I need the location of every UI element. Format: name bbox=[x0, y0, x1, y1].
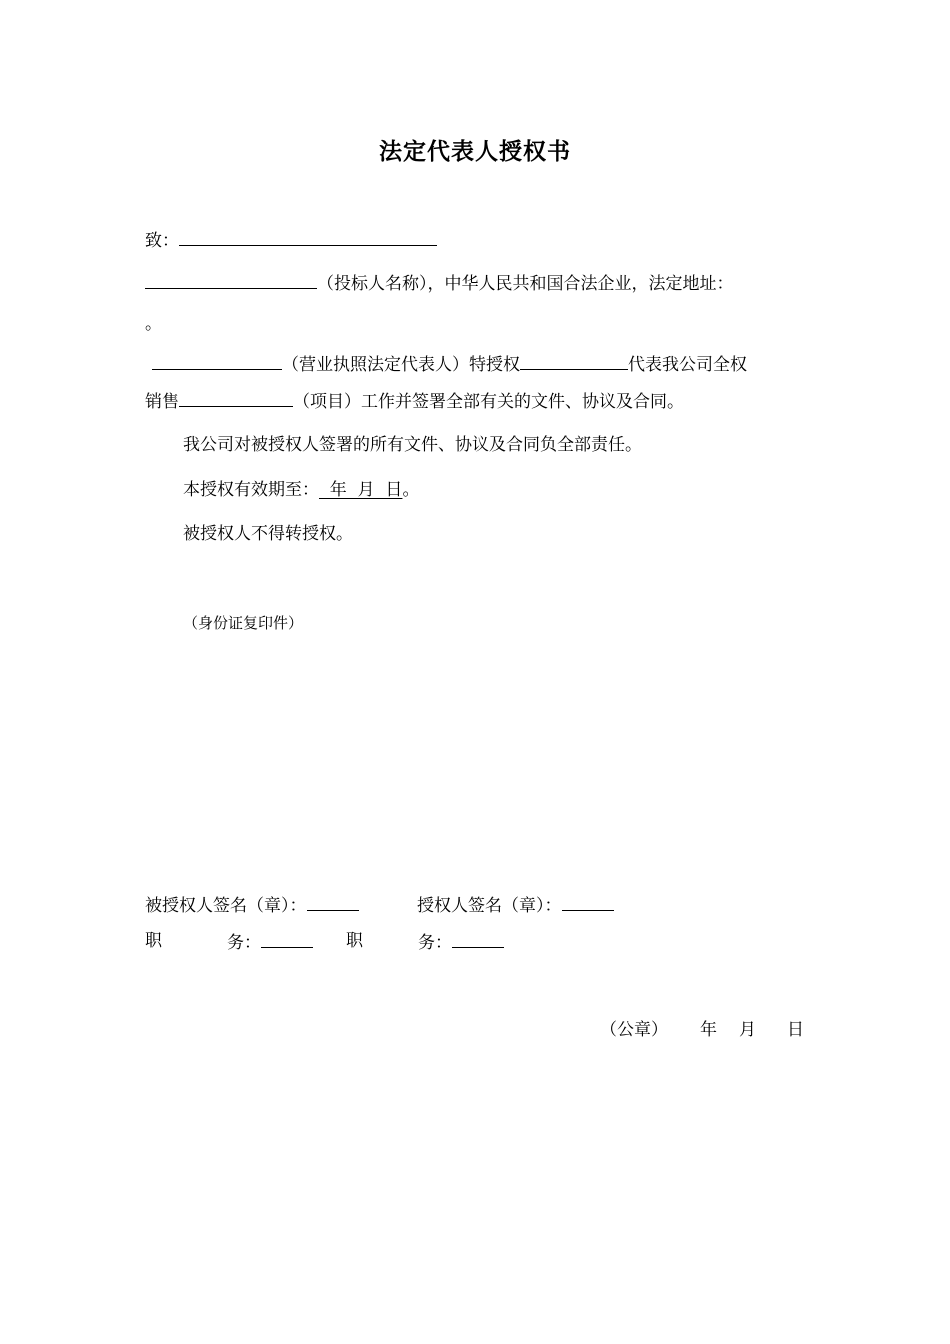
address-end-mark: 。 bbox=[145, 314, 162, 334]
no-transfer-line: 被授权人不得转授权。 bbox=[183, 524, 353, 544]
grantee-position-blank[interactable] bbox=[261, 929, 313, 948]
id-copy-placeholder: （身份证复印件） bbox=[183, 614, 304, 632]
grantee-position-label-b: 务： bbox=[227, 933, 261, 953]
grantee-position-b bbox=[227, 929, 313, 955]
footer-year: 年 bbox=[700, 1020, 717, 1040]
address-line-end bbox=[145, 312, 162, 336]
sales-label: 销售 bbox=[145, 392, 179, 412]
grantee-position bbox=[145, 929, 162, 953]
recipient-blank[interactable] bbox=[179, 227, 437, 246]
validity-date: 年 月 日 bbox=[319, 480, 403, 500]
recipient-label: 致： bbox=[145, 231, 179, 251]
grantor-position bbox=[346, 929, 363, 953]
footer-day: 日 bbox=[787, 1020, 804, 1040]
grantor-signature bbox=[417, 892, 614, 918]
sales-text: （项目）工作并签署全部有关的文件、协议及合同。 bbox=[293, 392, 684, 412]
bidder-name-blank[interactable] bbox=[145, 270, 317, 289]
project-blank[interactable] bbox=[179, 388, 293, 407]
recipient-line bbox=[145, 227, 437, 253]
grantee-blank[interactable] bbox=[520, 351, 628, 370]
representative-text: （营业执照法定代表人）特授权 bbox=[282, 355, 520, 375]
grantee-signature-label: 被授权人签名（章）： bbox=[145, 896, 307, 916]
grantor-position-label-a: 职 bbox=[346, 931, 363, 951]
grantor-position-b bbox=[418, 929, 504, 955]
sales-line bbox=[145, 388, 684, 414]
grantor-position-blank[interactable] bbox=[452, 929, 504, 948]
validity-line bbox=[183, 478, 419, 502]
bidder-line-text: （投标人名称），中华人民共和国合法企业，法定地址： bbox=[317, 274, 734, 294]
grantor-signature-blank[interactable] bbox=[562, 892, 614, 911]
footer-month: 月 bbox=[739, 1020, 756, 1040]
representative-line bbox=[152, 351, 747, 377]
grantee-signature-blank[interactable] bbox=[307, 892, 359, 911]
document-title: 法定代表人授权书 bbox=[379, 138, 571, 165]
validity-label: 本授权有效期至： bbox=[183, 480, 319, 500]
grantee-position-label-a: 职 bbox=[145, 931, 162, 951]
representative-blank[interactable] bbox=[152, 351, 282, 370]
validity-end: 。 bbox=[402, 480, 420, 500]
grantor-position-label-b: 务： bbox=[418, 933, 452, 953]
grantee-signature bbox=[145, 892, 359, 918]
company-seal: （公章） bbox=[600, 1020, 668, 1040]
responsibility-paragraph: 我公司对被授权人签署的所有文件、协议及合同负全部责任。 bbox=[183, 435, 642, 455]
representative-text-2: 代表我公司全权 bbox=[628, 355, 747, 375]
bidder-line bbox=[145, 270, 734, 296]
grantor-signature-label: 授权人签名（章）： bbox=[417, 896, 562, 916]
